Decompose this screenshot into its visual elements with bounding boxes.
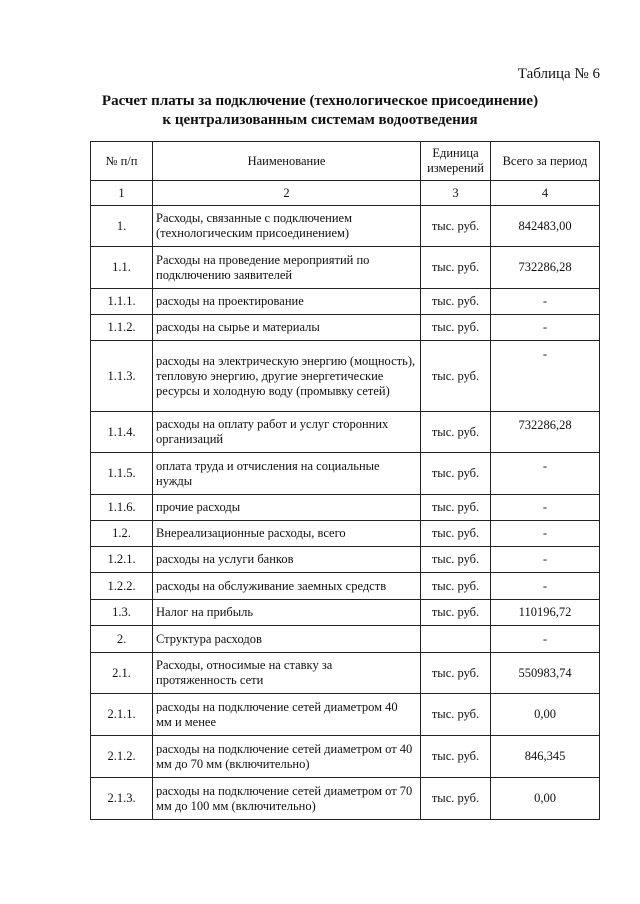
column-number: 3 bbox=[421, 181, 491, 206]
row-unit: тыс. руб. bbox=[421, 206, 491, 247]
title-line-1: Расчет платы за подключение (технологическое присоединение) bbox=[101, 93, 539, 109]
row-value: 732286,28 bbox=[491, 412, 600, 453]
row-value: - bbox=[491, 341, 600, 412]
row-unit: тыс. руб. bbox=[421, 315, 491, 341]
row-name: Налог на прибыль bbox=[153, 600, 421, 626]
row-unit: тыс. руб. bbox=[421, 736, 491, 778]
row-num: 2.1.2. bbox=[91, 736, 153, 778]
row-unit: тыс. руб. bbox=[421, 653, 491, 694]
row-unit: тыс. руб. bbox=[421, 547, 491, 573]
row-value: - bbox=[491, 521, 600, 547]
row-value: 0,00 bbox=[491, 778, 600, 820]
table-row bbox=[91, 206, 600, 247]
row-value: - bbox=[491, 547, 600, 573]
table-row bbox=[91, 412, 600, 453]
row-name: расходы на подключение сетей диаметром 40 мм и менее bbox=[153, 694, 421, 736]
row-num: 2.1. bbox=[91, 653, 153, 694]
row-num: 1.1.1. bbox=[91, 289, 153, 315]
header-total: Всего за период bbox=[491, 142, 600, 181]
table-row bbox=[91, 694, 600, 736]
row-num: 1.2.2. bbox=[91, 573, 153, 600]
row-name: расходы на оплату работ и услуг сторонних организаций bbox=[153, 412, 421, 453]
row-unit: тыс. руб. bbox=[421, 573, 491, 600]
table-row bbox=[91, 521, 600, 547]
row-name: Структура расходов bbox=[153, 626, 421, 653]
table-row bbox=[91, 315, 600, 341]
row-value: 550983,74 bbox=[491, 653, 600, 694]
row-unit: тыс. руб. bbox=[421, 495, 491, 521]
row-unit: тыс. руб. bbox=[421, 412, 491, 453]
row-name: прочие расходы bbox=[153, 495, 421, 521]
row-num: 1.1.6. bbox=[91, 495, 153, 521]
title-line-2: к централизованным системам водоотведения bbox=[162, 112, 478, 128]
row-unit: тыс. руб. bbox=[421, 289, 491, 315]
row-num: 2.1.1. bbox=[91, 694, 153, 736]
row-value: - bbox=[491, 495, 600, 521]
row-num: 1.2. bbox=[91, 521, 153, 547]
column-number-row bbox=[91, 181, 600, 206]
table-number-label: Таблица № 6 bbox=[517, 66, 600, 82]
table-row bbox=[91, 453, 600, 495]
row-value: 0,00 bbox=[491, 694, 600, 736]
row-unit: тыс. руб. bbox=[421, 521, 491, 547]
row-unit: тыс. руб. bbox=[421, 247, 491, 289]
row-num: 1.1.4. bbox=[91, 412, 153, 453]
table-row bbox=[91, 547, 600, 573]
row-name: Расходы на проведение мероприятий по подключению заявителей bbox=[153, 247, 421, 289]
row-num: 2. bbox=[91, 626, 153, 653]
row-num: 1.1.5. bbox=[91, 453, 153, 495]
header-row bbox=[91, 142, 600, 181]
row-num: 1.2.1. bbox=[91, 547, 153, 573]
row-name: оплата труда и отчисления на социальные нужды bbox=[153, 453, 421, 495]
row-unit: тыс. руб. bbox=[421, 341, 491, 412]
row-name: расходы на подключение сетей диаметром от 70 мм до 100 мм (включительно) bbox=[153, 778, 421, 820]
row-name: Расходы, связанные с подключением (технологическим присоединением) bbox=[153, 206, 421, 247]
row-value: - bbox=[491, 315, 600, 341]
calculation-table bbox=[90, 141, 600, 820]
row-name: расходы на подключение сетей диаметром от 40 мм до 70 мм (включительно) bbox=[153, 736, 421, 778]
row-value: - bbox=[491, 289, 600, 315]
table-row bbox=[91, 653, 600, 694]
row-unit bbox=[421, 626, 491, 653]
row-name: расходы на услуги банков bbox=[153, 547, 421, 573]
row-num: 1.1.3. bbox=[91, 341, 153, 412]
document-title bbox=[0, 92, 640, 130]
row-value: - bbox=[491, 453, 600, 495]
column-number: 4 bbox=[491, 181, 600, 206]
row-unit: тыс. руб. bbox=[421, 694, 491, 736]
row-name: расходы на проектирование bbox=[153, 289, 421, 315]
row-name: Внереализационные расходы, всего bbox=[153, 521, 421, 547]
header-num: № п/п bbox=[91, 142, 153, 181]
table-row bbox=[91, 573, 600, 600]
row-num: 1. bbox=[91, 206, 153, 247]
header-name: Наименование bbox=[153, 142, 421, 181]
table-row bbox=[91, 736, 600, 778]
row-value: - bbox=[491, 626, 600, 653]
row-num: 2.1.3. bbox=[91, 778, 153, 820]
row-name: расходы на сырье и материалы bbox=[153, 315, 421, 341]
table-row bbox=[91, 626, 600, 653]
row-unit: тыс. руб. bbox=[421, 600, 491, 626]
header-unit: Единица измерений bbox=[421, 142, 491, 181]
row-value: 110196,72 bbox=[491, 600, 600, 626]
table-row bbox=[91, 341, 600, 412]
row-value: 732286,28 bbox=[491, 247, 600, 289]
row-value: - bbox=[491, 573, 600, 600]
table-row bbox=[91, 778, 600, 820]
row-value: 846,345 bbox=[491, 736, 600, 778]
row-unit: тыс. руб. bbox=[421, 778, 491, 820]
row-num: 1.1. bbox=[91, 247, 153, 289]
table-row bbox=[91, 289, 600, 315]
row-value: 842483,00 bbox=[491, 206, 600, 247]
row-name: расходы на электрическую энергию (мощность), тепловую энергию, другие энергетические ресурсы и холодную воду (промывку сетей) bbox=[153, 341, 421, 412]
table-row bbox=[91, 600, 600, 626]
row-unit: тыс. руб. bbox=[421, 453, 491, 495]
row-name: Расходы, относимые на ставку за протяженность сети bbox=[153, 653, 421, 694]
column-number: 1 bbox=[91, 181, 153, 206]
table-row bbox=[91, 495, 600, 521]
column-number: 2 bbox=[153, 181, 421, 206]
table-row bbox=[91, 247, 600, 289]
row-name: расходы на обслуживание заемных средств bbox=[153, 573, 421, 600]
row-num: 1.3. bbox=[91, 600, 153, 626]
row-num: 1.1.2. bbox=[91, 315, 153, 341]
